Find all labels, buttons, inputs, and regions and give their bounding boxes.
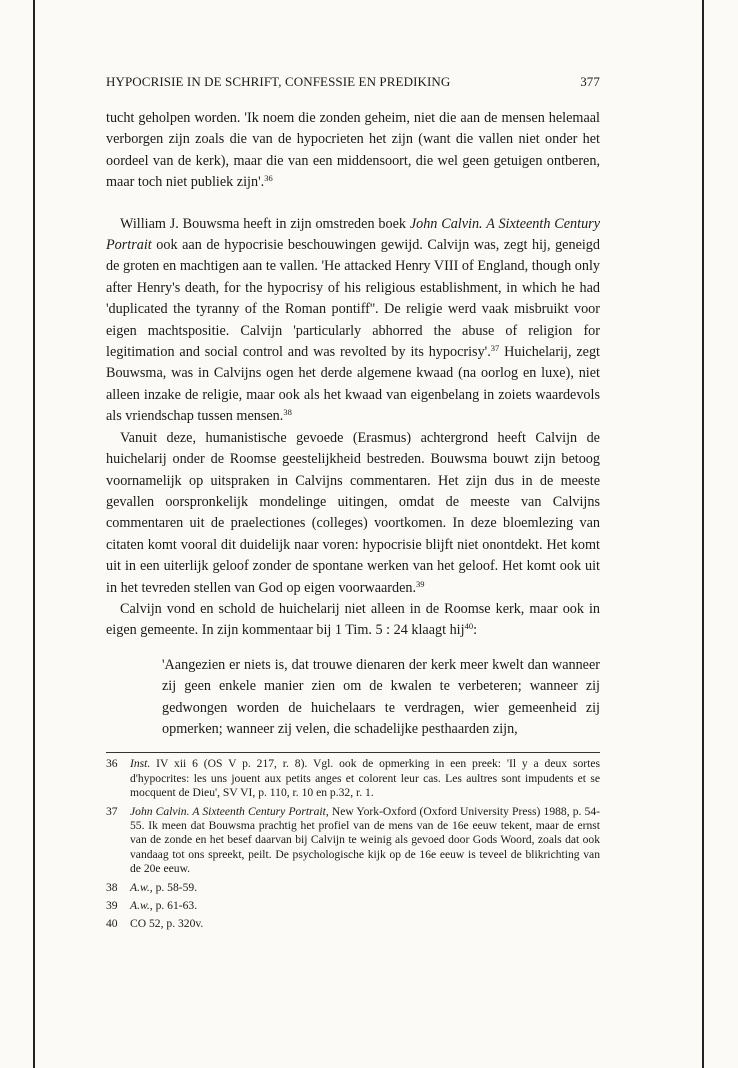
footnote-ref-38[interactable]: 38 [283, 407, 292, 418]
footnote-number: 39 [106, 899, 118, 913]
paragraph-2: William J. Bouwsma heeft in zijn omstreden boek John Calvin. A Sixteenth Century Portrait ook aan de hypocrisie beschouwingen gewijd. Calvijn was, zegt hij, geneigd de groten en machtigen aan te vallen. 'He attacked Henry VIII of England, though only after Henry's death, for the hypocrisy of his religious establishment, in which he had 'duplicated the tyranny of the Roman pontiff''. De religie werd vaak misbruikt voor eigen machtspositie. Calvijn 'particularly abhorred the abuse of religion for legitimation and social control and was revolted by its hypocrisy'.$^{37}$ Huichelarij, zegt Bouwsma, was in Calvijns ogen het derde algemene kwaad (na oorlog en luxe), niet alleen inzake de religie, maar ook als het kwaad van eigenbelang in zoiets waardevols als vriendschap tussen mensen.$^{38}$ [106, 215, 600, 425]
book-page [106, 74, 600, 932]
footnote-text: John Calvin. A Sixteenth Century Portrait, New York-Oxford (Oxford University Press) 1988, p. 54-55. Ik meen dat Bouwsma prachtig het profiel van de mens van de 16e eeuw tekent, maar de ernst van de zonde en het besef daarvan bij Calvijn te weinig als gevoed door Gods Woord, zoals dat ook vandaag tot ons spreekt, peilt. De psychologische kijk op de 16e eeuw is teveel de blikrichting van de 20e eeuw. [130, 804, 600, 876]
page-number: 377 [580, 74, 600, 89]
footnote-40 [106, 917, 600, 931]
footnote-ref-37[interactable]: 37 [490, 343, 500, 354]
footnote-38 [106, 881, 600, 895]
paragraph-3: Vanuit deze, humanistische gevoede (Erasmus) achtergrond heeft Calvijn de huichelarij onder de Roomse geestelijkheid bestreden. Bouwsma bouwt zijn betoog voornamelijk op uitspraken in Calvijns commentaren. Het zijn dus in de meeste gevallen oorspronkelijk mondelinge uitingen, omdat de meeste van Calvijns commentaren uit de praelectiones (colleges) voortkomen. In deze bloemlezing van citaten komt vooral dit duidelijk naar voren: hypocrisie blijft niet onontdekt. Het komt uit in een uiterlijk geloof zonder de spontane werken van het geloof. Het komt ook uit in het tevreden stellen van God op eigen voorwaarden.$^{39}$ [106, 429, 600, 596]
block-quote [162, 655, 600, 741]
footnote-text: A.w., p. 61-63. [130, 899, 198, 913]
paragraph-1: tucht geholpen worden. 'Ik noem die zonden geheim, niet die aan de mensen helemaal verborgen zijn zoals die van de hypocrieten het zijn (want die vallen niet onder het oordeel van de kerk), maar die van een middensoort, die wel geen getuigen ontberen, maar toch niet publiek zijn'.$^{36}$ [106, 110, 600, 191]
footnote-number: 38 [106, 880, 118, 894]
block-quote-text: 'Aangezien er niets is, dat trouwe dienaren der kerk meer kwelt dan wanneer zij geen enkele manier zien om de kwalen te verbeteren; wanneer zij gedwongen worden de huichelaars te verdragen, wier gemeenheid zij opmerken; wanneer zij velen, die schadelijke pesthaarden zijn, [162, 656, 600, 737]
paragraph-4: Calvijn vond en schold de huichelarij niet alleen in de Roomse kerk, maar ook in eigen gemeente. In zijn kommentaar bij 1 Tim. 5 : 24 klaagt hij$^{40}$: [106, 600, 600, 639]
book-title: John Calvin. A Sixteenth Century Portrait [106, 215, 600, 254]
footnote-text: A.w., p. 58-59. [130, 880, 198, 894]
running-header [106, 74, 600, 92]
right-scan-edge [702, 0, 704, 1068]
footnote-37 [106, 805, 600, 877]
main-text [106, 108, 600, 642]
footnote-39 [106, 899, 600, 913]
footnote-ref-36[interactable]: 36 [264, 173, 273, 184]
footnote-36 [106, 757, 600, 800]
footnote-number: 36 [106, 757, 118, 771]
footnotes [106, 757, 600, 931]
left-scan-edge [33, 0, 35, 1068]
running-title: HYPOCRISIE IN DE SCHRIFT, CONFESSIE EN PREDIKING [106, 74, 451, 89]
footnote-number: 37 [106, 804, 118, 818]
footnote-number: 40 [106, 917, 118, 931]
footnote-ref-40[interactable]: 40 [464, 621, 474, 632]
footnote-text: Inst. IV xii 6 (OS V p. 217, r. 8). Vgl. ook de opmerking in een preek: 'Il y a deux sortes d'hypocrites: les uns jouent aux petits anges et colorent leur cas. Les aultres sont impudents et se mocquent de Dieu', SV VI, p. 110, r. 10 en p.32, r. 1. [130, 757, 600, 800]
footnote-text: CO 52, p. 320v. [130, 917, 204, 931]
footnote-ref-39[interactable]: 39 [416, 578, 425, 589]
footnote-divider [106, 752, 600, 753]
